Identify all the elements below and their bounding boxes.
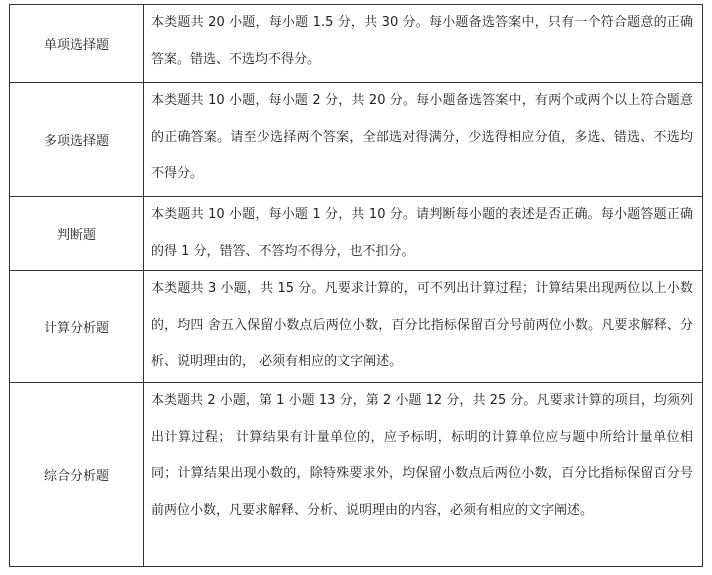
question-type-cell: 多项选择题 [10, 83, 144, 197]
question-type-cell: 计算分析题 [10, 271, 144, 383]
question-type-cell: 综合分析题 [10, 383, 144, 567]
table-row [10, 197, 703, 271]
table-row [10, 383, 703, 567]
rule-description-cell: 本类题共 3 小题，共 15 分。凡要求计算的，可不列出计算过程；计算结果出现两位以上小数的，均四 舍五入保留小数点后两位小数，百分比指标保留百分号前两位小数。凡要求解释、分析、说明理由的， 必须有相应的文字阐述。 [144, 271, 703, 383]
rule-description-cell: 本类题共 20 小题，每小题 1.5 分，共 30 分。每小题备选答案中，只有一个符合题意的正确答案。错选、不选均不得分。 [144, 5, 703, 83]
exam-rules-table [9, 4, 703, 567]
rule-description-cell: 本类题共 2 小题，第 1 小题 13 分，第 2 小题 12 分，共 25 分。凡要求计算的项目，均须列出计算过程； 计算结果有计量单位的，应予标明，标明的计算单位应与题中所给计量单位相同；计算结果出现小数的，除特殊要求外，均保留小数点后两位小数，百分比指标保留百分号前两位小数，凡要求解释、分析、说明理由的内容，必须有相应的文字阐述。 [144, 383, 703, 567]
question-type-cell: 判断题 [10, 197, 144, 271]
table-row [10, 5, 703, 83]
table-row [10, 271, 703, 383]
question-type-cell: 单项选择题 [10, 5, 144, 83]
table-row [10, 83, 703, 197]
rule-description-cell: 本类题共 10 小题，每小题 1 分，共 10 分。请判断每小题的表述是否正确。每小题答题正确的得 1 分，错答、不答均不得分，也不扣分。 [144, 197, 703, 271]
rule-description-cell: 本类题共 10 小题，每小题 2 分，共 20 分。每小题备选答案中，有两个或两个以上符合题意的正确答案。请至少选择两个答案，全部选对得满分，少选得相应分值，多选、错选、不选均不得分。 [144, 83, 703, 197]
